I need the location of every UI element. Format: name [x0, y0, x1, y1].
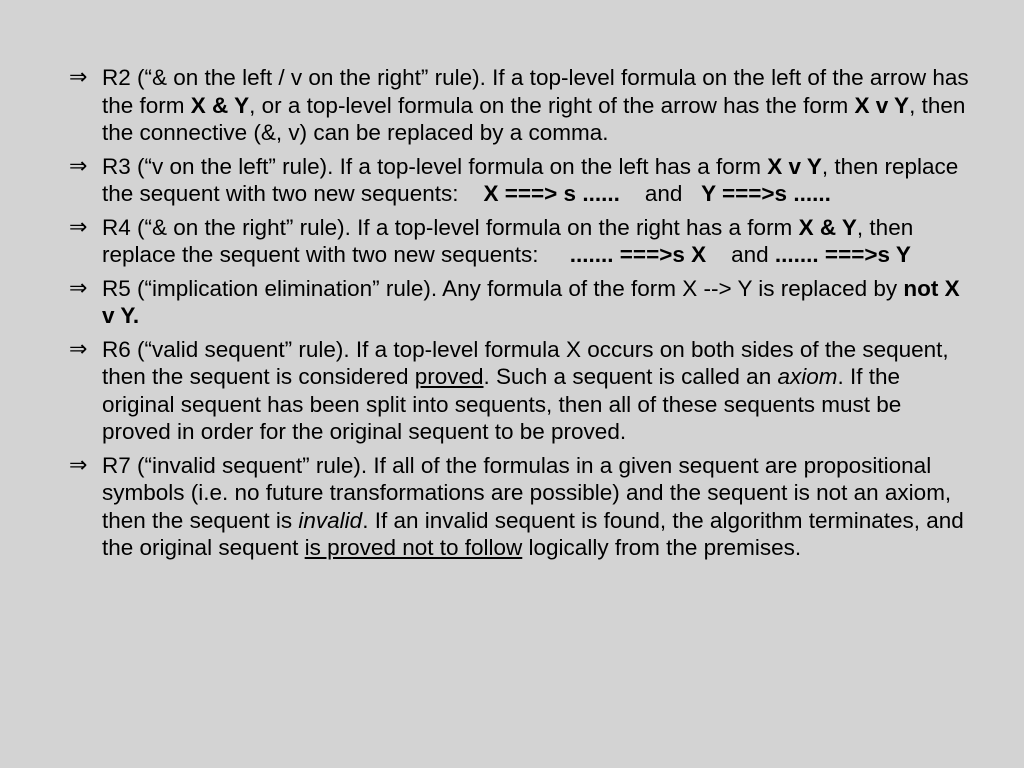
rule-r3-text-2: , then replace the sequent with two new sequents: — [102, 153, 965, 206]
rule-r5-formula-not-x-or-y: not X v Y. — [102, 275, 960, 328]
rule-r4-text-2: , then replace the sequent with two new sequents: — [102, 214, 920, 267]
implies-arrow-icon: ⇒ — [69, 214, 88, 240]
rule-r3-text-3: and — [619, 181, 702, 206]
implies-arrow-icon: ⇒ — [69, 275, 88, 301]
rule-r4-sequent-x: ....... ===>s X — [569, 242, 707, 267]
rule-r7-invalid: invalid — [298, 507, 363, 533]
rule-r3 — [69, 153, 974, 208]
rule-r4-text: R4 (“& on the right” rule). If a top-level formula on the right has a form — [102, 214, 799, 240]
rule-r3-text: R3 (“v on the left” rule). If a top-level formula on the left has a form — [102, 153, 768, 179]
rule-r6-text: R6 (“valid sequent” rule). If a top-level formula X occurs on both sides of the sequent, then the sequent is considered — [102, 336, 949, 389]
rule-r2 — [69, 64, 974, 147]
rule-r7-text: R7 (“invalid sequent” rule). If all of the formulas in a given sequent are propositional symbols (i.e. no future transformations are possible) and the sequent is not an axiom, then the sequent is — [102, 452, 952, 533]
rule-r3-sequent-x: X ===> s ...... — [483, 181, 620, 206]
rule-r2-formula-x-or-y: X v Y — [854, 92, 910, 118]
rule-r6-text-3: . If the original sequent has been split into sequents, then all of these sequents must be proved in order for the original sequent to be proved. — [102, 364, 902, 444]
rule-r2-text: R2 (“& on the left / v on the right” rule). If a top-level formula on the left of the arrow has the form — [102, 65, 969, 118]
rule-r4 — [69, 214, 974, 269]
rule-r2-text-2: , or a top-level formula on the right of the arrow has the form — [249, 92, 855, 118]
rule-list — [0, 64, 1024, 562]
rule-r2-formula-x-and-y: X & Y — [190, 92, 250, 118]
rule-r5 — [69, 275, 974, 330]
rule-r6 — [69, 336, 974, 446]
rule-r7-text-2: . If an invalid sequent is found, the algorithm terminates, and the original sequent — [102, 507, 964, 560]
implies-arrow-icon: ⇒ — [69, 65, 88, 90]
rule-r3-formula-x-or-y: X v Y — [767, 153, 822, 179]
rule-r5-text: R5 (“implication elimination” rule). Any formula of the form X --> Y is replaced by — [102, 275, 904, 301]
rule-r7-text-3: logically from the premises. — [522, 535, 802, 560]
rule-r6-text-2: . Such a sequent is called an — [483, 364, 778, 389]
rule-r6-axiom: axiom — [777, 364, 838, 389]
implies-arrow-icon: ⇒ — [69, 153, 88, 179]
rule-r4-formula-x-and-y: X & Y — [798, 214, 857, 240]
rule-r3-sequent-y: Y ===>s ...... — [701, 181, 831, 206]
rule-r4-sequent-y: ....... ===>s Y — [774, 242, 911, 267]
implies-arrow-icon: ⇒ — [69, 452, 88, 478]
implies-arrow-icon: ⇒ — [69, 336, 88, 362]
rule-r6-proved: proved — [414, 364, 484, 389]
rule-r4-text-3: and — [706, 242, 775, 267]
rule-r7 — [69, 452, 974, 562]
rule-r7-proved-not-to-follow: is proved not to follow — [304, 535, 523, 560]
rule-r2-text-3: , then the connective (&, v) can be replaced by a comma. — [102, 92, 966, 145]
